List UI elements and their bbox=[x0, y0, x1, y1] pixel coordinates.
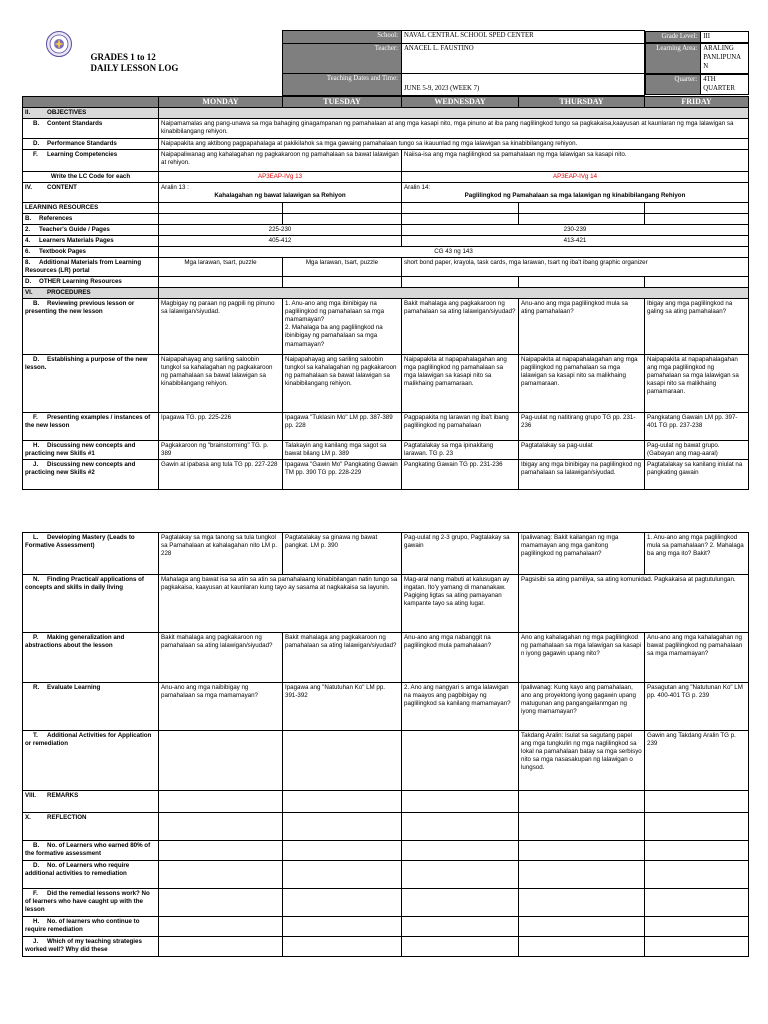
lc-code-label: Write the LC Code for each bbox=[23, 171, 159, 182]
teachers-guide-label: 2. Teacher's Guide / Pages bbox=[23, 224, 159, 235]
additional-activities-fri: Gawin ang Takdang Aralin TG p. 239 bbox=[645, 731, 749, 791]
other-resources-label: D. OTHER Learning Resources bbox=[23, 277, 159, 288]
additional-materials-label: 8. Additional Materials from Learning Resources (LR) portal bbox=[23, 257, 159, 276]
teachers-guide-right: 230-239 bbox=[402, 224, 749, 235]
competencies-label: F. Learning Competencies bbox=[23, 149, 159, 171]
day-thursday: THURSDAY bbox=[519, 96, 645, 107]
learners-materials-left: 405-412 bbox=[159, 235, 402, 246]
teachers-guide-left: 225-230 bbox=[159, 224, 402, 235]
generalization-label: P. Making generalization and abstractions about the lesson bbox=[23, 633, 159, 683]
day-tuesday: TUESDAY bbox=[283, 96, 402, 107]
teacher-value: ANACEL L. FAUSTINO bbox=[402, 43, 645, 73]
day-friday: FRIDAY bbox=[645, 96, 749, 107]
practical-thu-fri: Pagsisibi sa ating pamiliya, sa ating komunidad. Pagkakaisa at pagtutulungan. bbox=[519, 575, 749, 633]
reviewing-mon: Magbigay ng paraan ng pagpili ng pinuno sa lalawigan/siyudad. bbox=[159, 299, 283, 355]
mastery-label: L. Developing Mastery (Leads to Formative Assessment) bbox=[23, 533, 159, 575]
examples-wed: Pagpapakita ng larawan ng iba't ibang paglilingkod ng pamahalaan bbox=[402, 413, 519, 441]
evaluate-fri: Pasagutan ang "Natutunan Ko" LM pp. 400-401 TG p. 239 bbox=[645, 683, 749, 731]
learners-materials-label: 4. Learners Materials Pages bbox=[23, 235, 159, 246]
examples-mon: Ipagawa TG. pp. 225-226 bbox=[159, 413, 283, 441]
competencies-left: Naipapaliwanag ang kahalagahan ng pagkakaroon ng pamahalaan sa bawat lalawigan at rehiyon. bbox=[159, 149, 402, 171]
generalization-fri: Anu-ano ang mga kahalagahan ng bawat paglilingkod ng pamahalaan sa mga mamamayan? bbox=[645, 633, 749, 683]
reflection-d-label: D. No. of Learners who require additional activities to remediation bbox=[23, 861, 159, 889]
grades-title: GRADES 1 to 12 bbox=[90, 51, 156, 62]
generalization-mon: Bakit mahalaga ang pagkakaroon ng pamahalaan sa ating lalawigan/siyudad? bbox=[159, 633, 283, 683]
area-value: ARALING PANLIPUNAN bbox=[701, 44, 748, 73]
purpose-tue: Naipapahayag ang sariling saloobin tungkol sa kahalagahan ng pagkakaroon ng pamahalaan sa bawat lalawigan sa kinabibilangang rehiyon. bbox=[283, 355, 402, 413]
area-label: Learning Area: bbox=[646, 44, 701, 73]
grade-value: III bbox=[701, 31, 748, 43]
mastery-thu: Ipaliwanag: Bakit kailangan ng mga mamamayan ang mga ganitong paglilingkod ng pamahalaan? bbox=[519, 533, 645, 575]
references-label: B. References bbox=[23, 213, 159, 224]
purpose-wed: Naipapakita at napapahalagahan ang mga paglilingkod ng pamahalaan sa mga lalawigan sa kasapi nito sa malikhaing pamamaraan. bbox=[402, 355, 519, 413]
discuss2-tue: Ipagawa "Gawin Mo" Pangkating Gawain TM pp. 390 TG pp. 228-229 bbox=[283, 460, 402, 490]
teacher-label: Teacher: bbox=[283, 43, 402, 73]
discuss1-label: H. Discussing new concepts and practicing new Skills #1 bbox=[23, 441, 159, 460]
quarter-value: 4TH QUARTER bbox=[701, 74, 748, 95]
generalization-thu: Ano ang kahalagahan ng mga paglilingkod ng pamahalaan sa mga lalawigan sa kasapi n iyong gagawin upang nito? bbox=[519, 633, 645, 683]
content-label: IV. CONTENT bbox=[23, 182, 159, 202]
reflection-label: X. REFLECTION bbox=[23, 813, 159, 841]
purpose-thu: Naipapakita at napapahalagahan ang mga paglilingkod ng pamahalaan sa mga lalawigan sa kasapi nito sa malikhaing pamamaraan. bbox=[519, 355, 645, 413]
learning-resources-label: LEARNING RESOURCES bbox=[23, 202, 159, 213]
reflection-b-label: B. No. of Learners who earned 80% of the formative assessment bbox=[23, 841, 159, 861]
discuss2-thu: Ibigay ang mga binibigay na paglilingkod ng pamahalaan sa lalawigan/siyudad. bbox=[519, 460, 645, 490]
competencies-right: Naiisa-isa ang mga naglilingkod sa pamahalaan ng mga lalawigan sa kasapi nito. bbox=[402, 149, 749, 171]
reviewing-fri: Ibigay ang mga paglilingkod na galing sa ating pamahalaan? bbox=[645, 299, 749, 355]
discuss2-mon: Gawin at ipabasa ang tula TG pp. 227-228 bbox=[159, 460, 283, 490]
log-title: DAILY LESSON LOG bbox=[90, 63, 179, 74]
mastery-wed: Pag-uulat ng 2-3 grupo, Pagtalakay sa gawain bbox=[402, 533, 519, 575]
discuss2-label: J. Discussing new concepts and practicing new Skills #2 bbox=[23, 460, 159, 490]
purpose-fri: Naipapakita at napapahalagahan ang mga paglilingkod ng pamahalaan sa mga lalawigan sa kasapi nito sa malikhaing pamamaraan. bbox=[645, 355, 749, 413]
examples-thu: Pag-uulat ng natitirang grupo TG pp. 231-236 bbox=[519, 413, 645, 441]
content-standards-label: B. Content Standards bbox=[23, 119, 159, 138]
mastery-tue: Pagtatalakay sa ginawa ng bawat pangkat. LM p. 390 bbox=[283, 533, 402, 575]
purpose-label: D. Establishing a purpose of the new lesson. bbox=[23, 355, 159, 413]
generalization-tue: Bakit mahalaga ang pagkakaroon ng pamahalaan sa ating lalawigan/siyudad? bbox=[283, 633, 402, 683]
mastery-mon: Pagtalakay sa mga tanong sa tula tungkol sa Pamahalaan at kahalagahan nito LM p. 228 bbox=[159, 533, 283, 575]
additional-activities-thu: Takdang Aralin: Isulat sa sagutang papel ang mga tungkulin ng mga naglilingkod sa lokal na pamahalaan batay sa mga serbisyo nito sa mga nasasakupan ng lalawigan o lungsod. bbox=[519, 731, 645, 791]
evaluate-mon: Anu-ano ang mga naibibigay ng pamahalaan sa mga mamamayan? bbox=[159, 683, 283, 731]
day-monday: MONDAY bbox=[159, 96, 283, 107]
evaluate-tue: Ipagawa ang "Natutuhan Ko" LM pp. 391-392 bbox=[283, 683, 402, 731]
evaluate-thu: Ipaliwanag: Kung kayo ang pamahalaan, ano ang proyektong iyong gagawin upang matugunan ang pangangailanmgan ng iyong mamamayan? bbox=[519, 683, 645, 731]
practical-wed: Mag-aral nang mabuti at kalusugan ay ingatan. Ito'y yamang di mananakaw. Pagiging ligtas sa ating pamayanan kampante tayo sa ating lugar. bbox=[402, 575, 519, 633]
dates-label: Teaching Dates and Time: bbox=[283, 74, 402, 96]
discuss1-fri: Pag-uulat ng bawat grupo. (Gabayan ang mag-aaral) bbox=[645, 441, 749, 460]
lesson-log-page1 bbox=[22, 30, 749, 490]
lc-code-left: AP3EAP-IVg 13 bbox=[159, 171, 402, 182]
additional-materials-mon: Mga larawan, tsart, puzzle bbox=[159, 257, 283, 276]
reviewing-tue: 1. Anu-ano ang mga ibinibigay na paglilingkod ng pamahalaan sa mga mamamayan? 2. Mahalaga ba ang paglilingkod na ibinibigay ng pamahalaan sa mga mamamayan? bbox=[283, 299, 402, 355]
performance-standards-text: Naipapakita ang aktibong pagpapahalaga at pakikilahok sa mga gawaing pamahalaan tungo sa ikauunlad ng mga lalawigan sa kinabibilangang rehiyon. bbox=[159, 138, 749, 149]
textbook-text: CG 43 ng 143 bbox=[159, 246, 749, 257]
practical-mon-tue: Mahalaga ang bawat isa sa atin sa atin sa pamahalaang kinabibilangan natin tungo sa pagkakaisa, kaayusan at kaunlaran kung tayo ay sasama at nagkakaisa sa layunin. bbox=[159, 575, 402, 633]
evaluate-wed: 2. Ano ang nangyari s amga lalawigan na maayos ang pagbibigay ng paglilingkod sa kanilang mamamayan? bbox=[402, 683, 519, 731]
purpose-mon: Naipapahayag ang sariling saloobin tungkol sa kahalagahan ng pagkakaroon ng pamahalaan sa bawat lalawigan sa kinabibilangang rehiyon. bbox=[159, 355, 283, 413]
generalization-wed: Anu-ano ang mga nabanggit na paglilingkod mula pamahalaan? bbox=[402, 633, 519, 683]
discuss2-fri: Pagtatalakay sa kanilang iniulat na pangkating gawain bbox=[645, 460, 749, 490]
lc-code-right: AP3EAP-IVg 14 bbox=[402, 171, 749, 182]
dates-value: JUNE 5-9, 2023 (WEEK 7) bbox=[402, 74, 645, 96]
textbook-label: 6. Textbook Pages bbox=[23, 246, 159, 257]
discuss1-wed: Pagtatalakay sa mga ipinakitang larawan. TG p. 23 bbox=[402, 441, 519, 460]
additional-materials-rest: short bond paper, krayola, task cards, mga larawan, tsart ng iba't ibang graphic organizer bbox=[402, 257, 749, 276]
additional-activities-label: T. Additional Activities for Application or remediation bbox=[23, 731, 159, 791]
reflection-j-label: J. Which of my teaching strategies worked well? Why did these bbox=[23, 937, 159, 957]
reviewing-wed: Bakit mahalaga ang pagkakaroon ng pamahalaan sa ating lalawigan/siyudad? bbox=[402, 299, 519, 355]
reviewing-thu: Anu-ano ang mga paglilingkod mula sa ating pamahalaan? bbox=[519, 299, 645, 355]
additional-materials-tue: Mga larawan, tsart, puzzle bbox=[283, 257, 402, 276]
procedures-label: VI. PROCEDURES bbox=[23, 288, 159, 299]
reviewing-label: B. Reviewing previous lesson or presenting the new lesson bbox=[23, 299, 159, 355]
mastery-fri: 1. Anu-ano ang mga paglilingkod mula sa pamahalaan? 2. Mahalaga ba ang mga ito? Bakit? bbox=[645, 533, 749, 575]
content-right: Aralin 14: Paglilingkod ng Pamahalaan sa mga lalawigan ng kinabibilangang Rehiyon bbox=[402, 182, 749, 202]
reflection-h-label: H. No. of learners who continue to require remediation bbox=[23, 917, 159, 937]
discuss1-mon: Pagkakaroon ng "brainstorming" TG. p. 389 bbox=[159, 441, 283, 460]
evaluate-label: R. Evaluate Learning bbox=[23, 683, 159, 731]
performance-standards-label: D. Performance Standards bbox=[23, 138, 159, 149]
discuss1-tue: Talakayin ang kanilang mga sagot sa bawat bilang LM p. 389 bbox=[283, 441, 402, 460]
examples-fri: Pangkatang Gawain LM pp. 397-401 TG pp. 237-238 bbox=[645, 413, 749, 441]
reflection-f-label: F. Did the remedial lessons work? No of learners who have caught up with the lesson bbox=[23, 889, 159, 917]
remarks-label: VIII. REMARKS bbox=[23, 791, 159, 813]
school-label: School: bbox=[283, 31, 402, 44]
quarter-label: Quarter: bbox=[646, 74, 701, 95]
discuss2-wed: Pangkating Gawain TG pp. 231-236 bbox=[402, 460, 519, 490]
grade-label: Grade Level: bbox=[646, 31, 701, 43]
practical-label: N. Finding Practical/ applications of concepts and skills in daily living bbox=[23, 575, 159, 633]
day-wednesday: WEDNESDAY bbox=[402, 96, 519, 107]
objectives-label: II. OBJECTIVES bbox=[23, 108, 159, 119]
discuss1-thu: Pagtatalakay sa pag-uulat bbox=[519, 441, 645, 460]
lesson-log-page2 bbox=[22, 532, 749, 957]
learners-materials-right: 413-421 bbox=[402, 235, 749, 246]
examples-tue: Ipagawa "Tuklasin Mo" LM pp. 387-389 pp. 228 bbox=[283, 413, 402, 441]
content-left: Aralin 13 : Kahalagahan ng bawat lalawigan sa Rehiyon bbox=[159, 182, 402, 202]
school-value: NAVAL CENTRAL SCHOOL SPED CENTER bbox=[402, 31, 645, 44]
examples-label: F. Presenting examples / instances of the new lesson bbox=[23, 413, 159, 441]
content-standards-text: Naipamamalas ang pang-unawa sa mga bahaging ginagampanan ng pamahalaan at ang mga kasapi nito, mga pinuno at iba pang naglilingkod tungo sa pagkakaisa,kaayusan at kaunlaran ng mga lalawigan sa kinabibilangang rehiyon. bbox=[159, 119, 749, 138]
